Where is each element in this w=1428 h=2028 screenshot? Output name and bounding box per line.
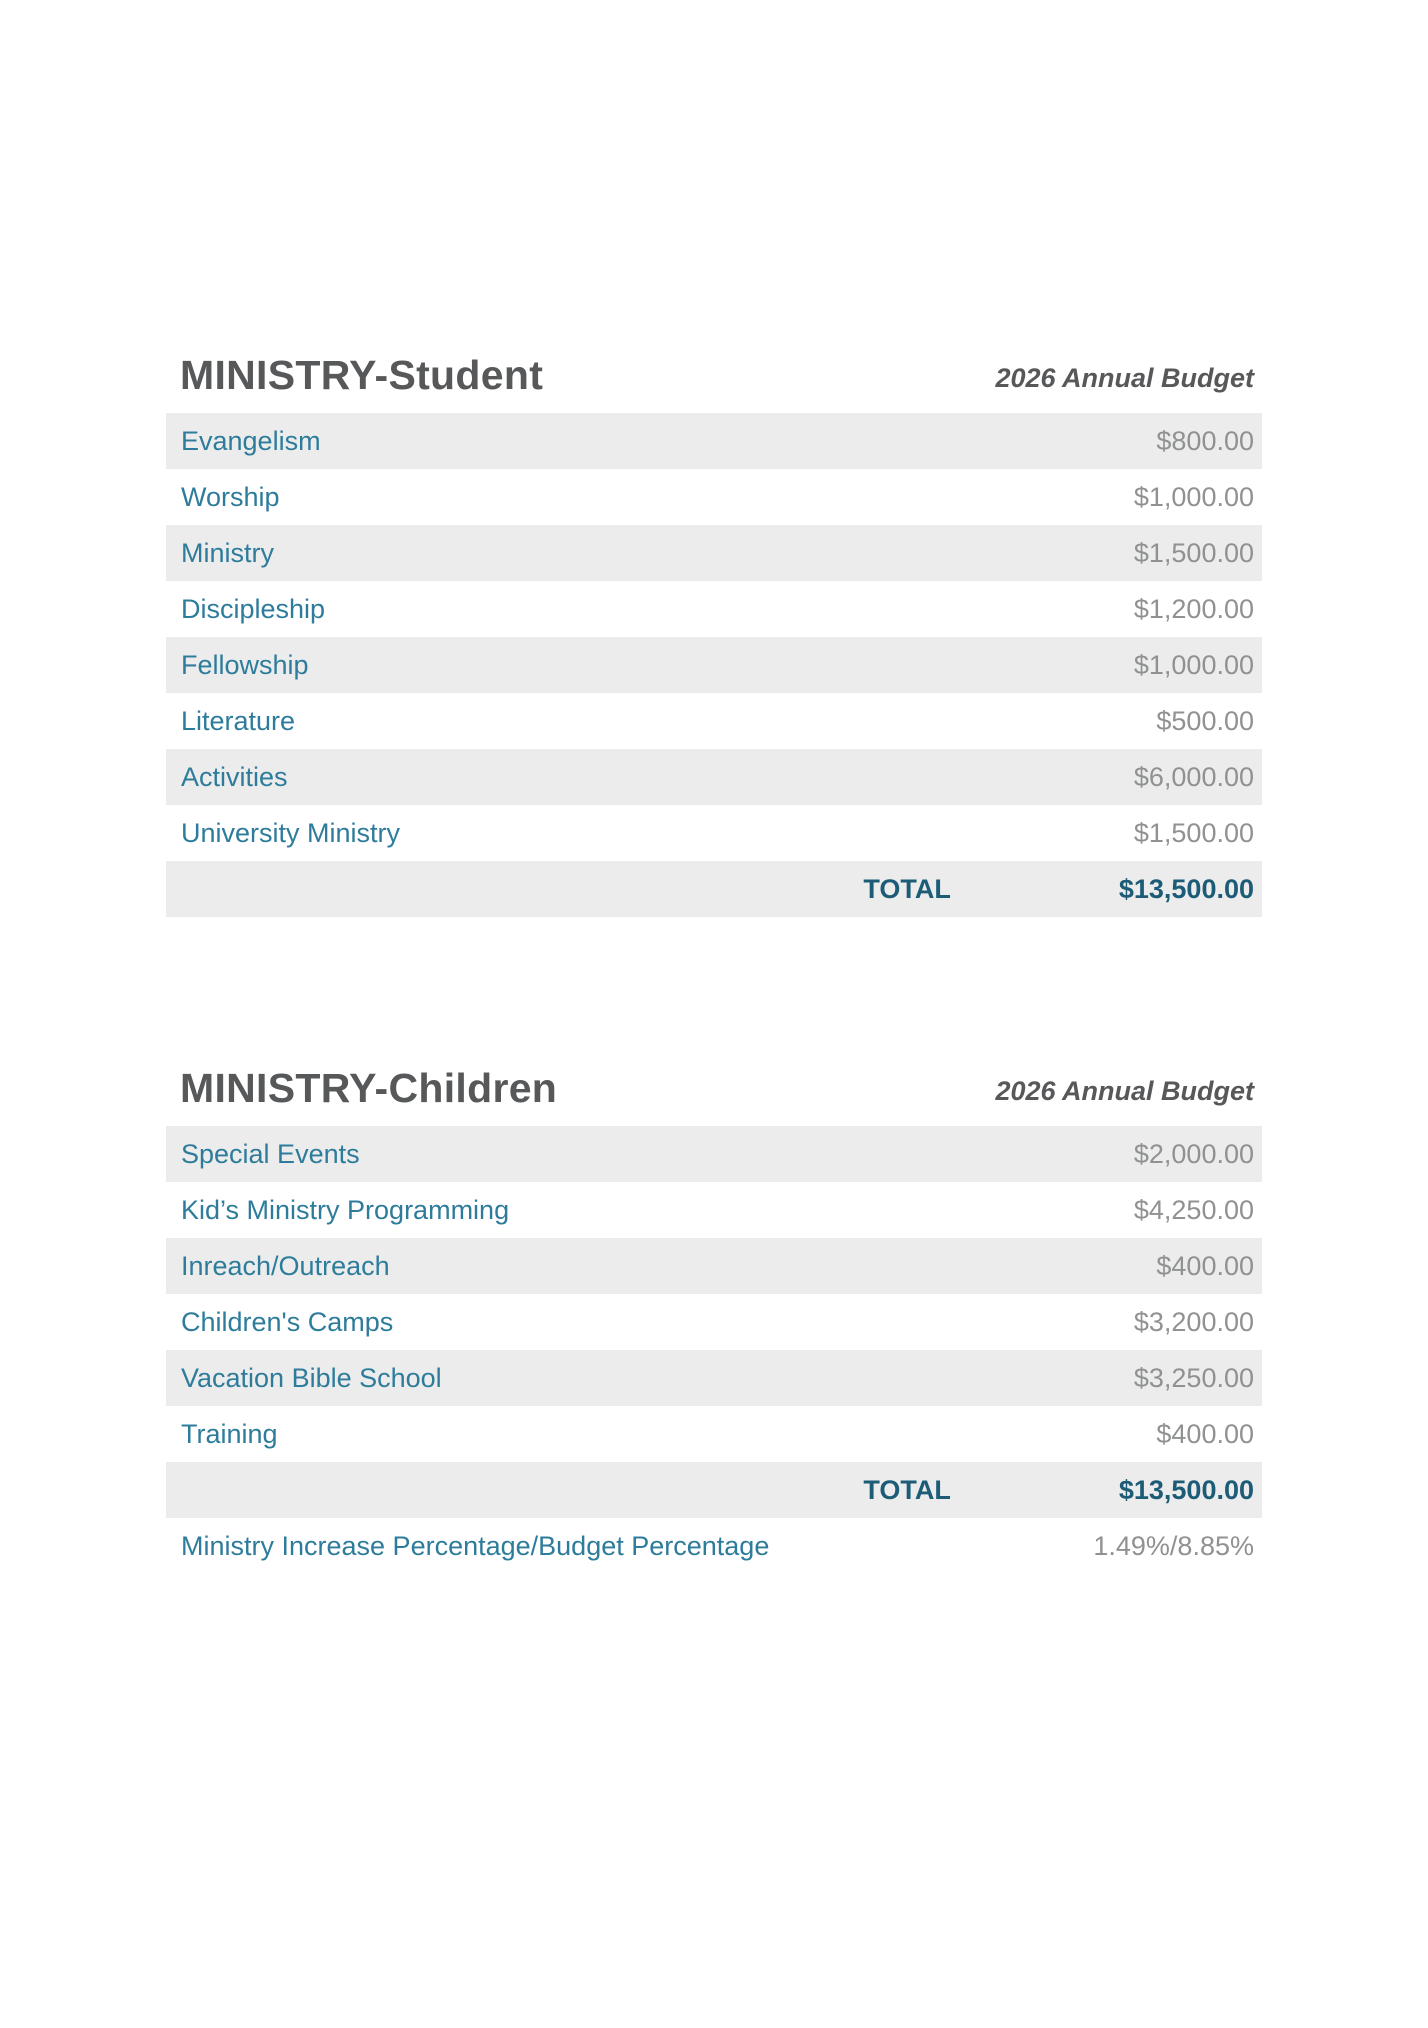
row-value: $1,500.00 bbox=[1133, 817, 1254, 848]
row-label: Inreach/Outreach bbox=[181, 1250, 390, 1281]
row-value: $3,200.00 bbox=[1133, 1306, 1254, 1337]
row-value: $800.00 bbox=[1156, 425, 1254, 456]
row-value: $1,000.00 bbox=[1133, 649, 1254, 680]
table-row bbox=[166, 637, 1262, 693]
footer-value: 1.49%/8.85% bbox=[1093, 1530, 1254, 1561]
table-row bbox=[166, 469, 1262, 525]
table-row bbox=[166, 749, 1262, 805]
total-row bbox=[166, 861, 1262, 917]
row-label: University Ministry bbox=[181, 817, 401, 848]
row-label: Children's Camps bbox=[181, 1306, 394, 1337]
row-label: Literature bbox=[181, 705, 296, 736]
row-value: $500.00 bbox=[1156, 705, 1254, 736]
row-value: $1,500.00 bbox=[1133, 537, 1254, 568]
total-label: TOTAL bbox=[863, 873, 951, 904]
section-title: MINISTRY-Student bbox=[180, 352, 544, 398]
row-label: Worship bbox=[181, 481, 280, 512]
row-label: Ministry bbox=[181, 537, 274, 568]
table-row bbox=[166, 1126, 1262, 1182]
table-row bbox=[166, 693, 1262, 749]
row-value: $2,000.00 bbox=[1133, 1138, 1254, 1169]
row-label: Evangelism bbox=[181, 425, 321, 456]
section-header bbox=[166, 1065, 1262, 1112]
table-row bbox=[166, 525, 1262, 581]
row-label: Training bbox=[181, 1418, 278, 1449]
table-row bbox=[166, 413, 1262, 469]
total-label: TOTAL bbox=[863, 1474, 951, 1505]
budget-table bbox=[166, 413, 1262, 917]
budget-column-header: 2026 Annual Budget bbox=[995, 1076, 1254, 1107]
table-row bbox=[166, 805, 1262, 861]
table-row bbox=[166, 1406, 1262, 1462]
row-value: $3,250.00 bbox=[1133, 1362, 1254, 1393]
row-label: Activities bbox=[181, 761, 288, 792]
table-row bbox=[166, 1238, 1262, 1294]
row-value: $1,000.00 bbox=[1133, 481, 1254, 512]
row-label: Discipleship bbox=[181, 593, 326, 624]
total-row bbox=[166, 1462, 1262, 1518]
row-label: Vacation Bible School bbox=[181, 1362, 442, 1393]
budget-column-header: 2026 Annual Budget bbox=[995, 363, 1254, 394]
row-value: $1,200.00 bbox=[1133, 593, 1254, 624]
table-row bbox=[166, 581, 1262, 637]
table-row bbox=[166, 1294, 1262, 1350]
total-value: $13,500.00 bbox=[1118, 1474, 1254, 1505]
row-label: Kid’s Ministry Programming bbox=[181, 1194, 510, 1225]
row-label: Special Events bbox=[181, 1138, 360, 1169]
table-row bbox=[166, 1182, 1262, 1238]
row-value: $4,250.00 bbox=[1133, 1194, 1254, 1225]
section-header bbox=[166, 352, 1262, 399]
row-value: $400.00 bbox=[1156, 1250, 1254, 1281]
ministry-children-section bbox=[166, 1065, 1262, 1574]
total-value: $13,500.00 bbox=[1118, 873, 1254, 904]
footer-label: Ministry Increase Percentage/Budget Percentage bbox=[181, 1530, 770, 1561]
row-label: Fellowship bbox=[181, 649, 309, 680]
percentage-footer-row bbox=[166, 1518, 1262, 1574]
row-value: $400.00 bbox=[1156, 1418, 1254, 1449]
table-row bbox=[166, 1350, 1262, 1406]
budget-table bbox=[166, 1126, 1262, 1574]
row-value: $6,000.00 bbox=[1133, 761, 1254, 792]
ministry-student-section bbox=[166, 352, 1262, 917]
section-title: MINISTRY-Children bbox=[180, 1065, 558, 1112]
